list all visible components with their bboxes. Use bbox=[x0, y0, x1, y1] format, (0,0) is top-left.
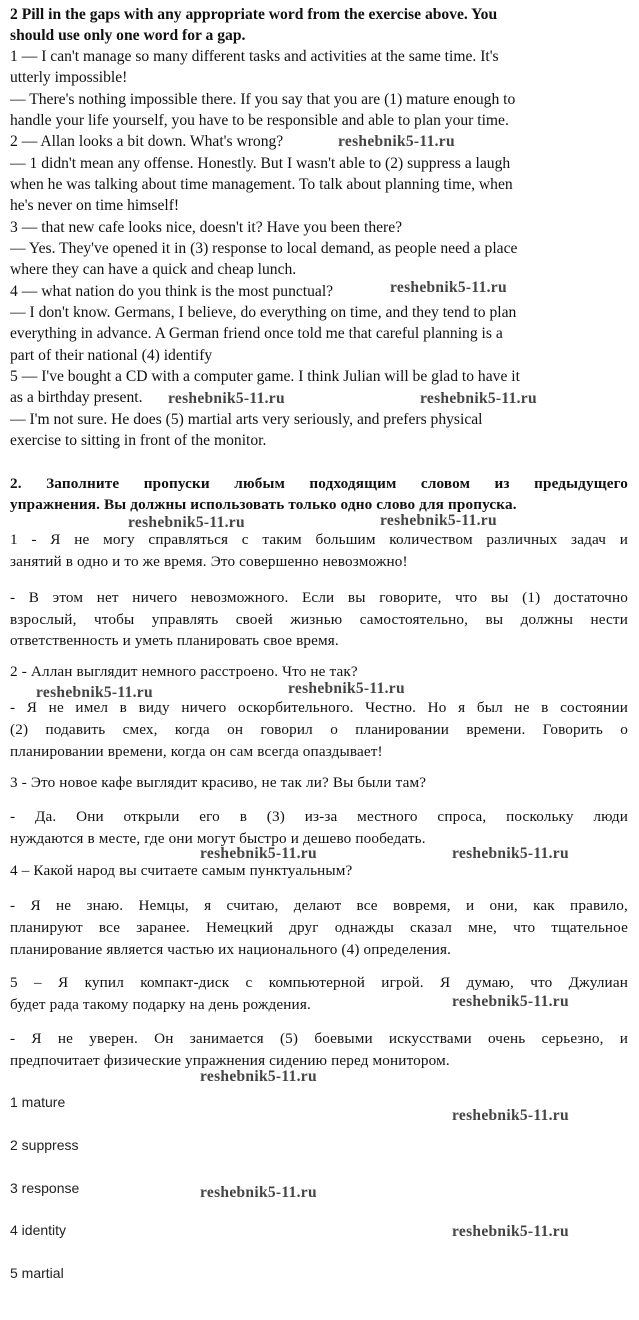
english-title-line1: 2 Pill in the gaps with any appropriate word from the exercise above. You bbox=[10, 6, 498, 23]
answer-item: 5 martial bbox=[10, 1265, 64, 1281]
russian-line: планируют все заранее. Немецкий друг однажды сказал мне, что тщательное bbox=[10, 919, 628, 936]
watermark: reshebnik5-11.ru bbox=[200, 845, 317, 862]
russian-line: (2) подавить смех, когда он говорил о планировании времени. Говорить о bbox=[10, 721, 628, 738]
russian-line: взрослый, чтобы управлять своей жизнью самостоятельно, вы должны нести bbox=[10, 611, 628, 628]
english-line: 5 — I've bought a CD with a computer game. I think Julian will be glad to have it bbox=[10, 368, 520, 385]
russian-line: - Да. Они открыли его в (3) из-за местного спроса, поскольку люди bbox=[10, 808, 628, 825]
english-line: — Yes. They've opened it in (3) response to local demand, as people need a place bbox=[10, 240, 518, 257]
watermark: reshebnik5-11.ru bbox=[200, 1068, 317, 1085]
english-line: as a birthday present. bbox=[10, 389, 143, 406]
russian-title-line2: упражнения. Вы должны использовать только одно слово для пропуска. bbox=[10, 496, 517, 513]
answer-item: 4 identity bbox=[10, 1222, 67, 1238]
english-line: everything in advance. A German friend once told me that careful planning is a bbox=[10, 325, 503, 342]
russian-line: - В этом нет ничего невозможного. Если вы говорите, что вы (1) достаточно bbox=[10, 589, 628, 606]
watermark: reshebnik5-11.ru bbox=[452, 845, 569, 862]
russian-line: планирование является частью их национального (4) определения. bbox=[10, 941, 452, 958]
watermark: reshebnik5-11.ru bbox=[128, 514, 245, 531]
russian-line: 1 - Я не могу справляться с таким большим количеством различных задач и bbox=[10, 531, 628, 548]
answer-item: 1 mature bbox=[10, 1094, 66, 1110]
watermark: reshebnik5-11.ru bbox=[390, 279, 507, 296]
english-line: handle your life yourself, you have to be responsible and able to plan your time. bbox=[10, 112, 509, 129]
english-line: — 1 didn't mean any offense. Honestly. But I wasn't able to (2) suppress a laugh bbox=[10, 155, 511, 172]
russian-line: 2 - Аллан выглядит немного расстроено. Что не так? bbox=[10, 663, 358, 680]
russian-line: ответственность и уметь планировать свое время. bbox=[10, 632, 339, 649]
russian-title-line1: 2. Заполните пропуски любым подходящим словом из предыдущего bbox=[10, 475, 628, 492]
russian-line: - Я не уверен. Он занимается (5) боевыми искусствами очень серьезно, и bbox=[10, 1030, 628, 1047]
english-line: 3 — that new cafe looks nice, doesn't it? Have you been there? bbox=[10, 219, 403, 236]
english-line: he's never on time himself! bbox=[10, 197, 180, 214]
watermark: reshebnik5-11.ru bbox=[452, 1223, 569, 1240]
answer-item: 3 response bbox=[10, 1180, 80, 1196]
watermark: reshebnik5-11.ru bbox=[380, 512, 497, 529]
watermark: reshebnik5-11.ru bbox=[452, 1107, 569, 1124]
russian-line: 5 – Я купил компакт-диск с компьютерной игрой. Я думаю, что Джулиан bbox=[10, 974, 628, 991]
english-line: 1 — I can't manage so many different tasks and activities at the same time. It's bbox=[10, 48, 499, 65]
english-line: part of their national (4) identify bbox=[10, 347, 213, 364]
english-line: when he was talking about time management. To talk about planning time, when bbox=[10, 176, 513, 193]
russian-line: 4 – Какой народ вы считаете самым пунктуальным? bbox=[10, 862, 353, 879]
english-line: 2 — Allan looks a bit down. What's wrong? bbox=[10, 133, 284, 150]
english-line: — I'm not sure. He does (5) martial arts very seriously, and prefers physical bbox=[10, 411, 483, 428]
russian-line: 3 - Это новое кафе выглядит красиво, не так ли? Вы были там? bbox=[10, 774, 427, 791]
russian-line: - Я не знаю. Немцы, я считаю, делают все вовремя, и они, как правило, bbox=[10, 897, 628, 914]
english-line: — I don't know. Germans, I believe, do everything on time, and they tend to plan bbox=[10, 304, 517, 321]
russian-line: предпочитает физические упражнения сидению перед монитором. bbox=[10, 1052, 450, 1069]
english-title-line2: should use only one word for a gap. bbox=[10, 27, 246, 44]
watermark: reshebnik5-11.ru bbox=[200, 1184, 317, 1201]
answer-item: 2 suppress bbox=[10, 1137, 79, 1153]
english-line: exercise to sitting in front of the monitor. bbox=[10, 432, 267, 449]
watermark: reshebnik5-11.ru bbox=[338, 133, 455, 150]
english-line: where they can have a quick and cheap lunch. bbox=[10, 261, 297, 278]
watermark: reshebnik5-11.ru bbox=[452, 993, 569, 1010]
watermark: reshebnik5-11.ru bbox=[288, 680, 405, 697]
watermark: reshebnik5-11.ru bbox=[36, 684, 153, 701]
russian-line: занятий в одно и то же время. Это совершенно невозможно! bbox=[10, 553, 408, 570]
watermark: reshebnik5-11.ru bbox=[168, 390, 285, 407]
russian-line: будет рада такому подарку на день рождения. bbox=[10, 996, 311, 1013]
english-line: 4 — what nation do you think is the most punctual? bbox=[10, 283, 334, 300]
english-line: utterly impossible! bbox=[10, 69, 128, 86]
russian-line: нуждаются в месте, где они могут быстро и дешево пообедать. bbox=[10, 830, 426, 847]
russian-line: планировании времени, когда он сам всегда опаздывает! bbox=[10, 743, 383, 760]
russian-line: - Я не имел в виду ничего оскорбительного. Честно. Но я был не в состоянии bbox=[10, 699, 628, 716]
english-line: — There's nothing impossible there. If you say that you are (1) mature enough to bbox=[10, 91, 516, 108]
watermark: reshebnik5-11.ru bbox=[420, 390, 537, 407]
